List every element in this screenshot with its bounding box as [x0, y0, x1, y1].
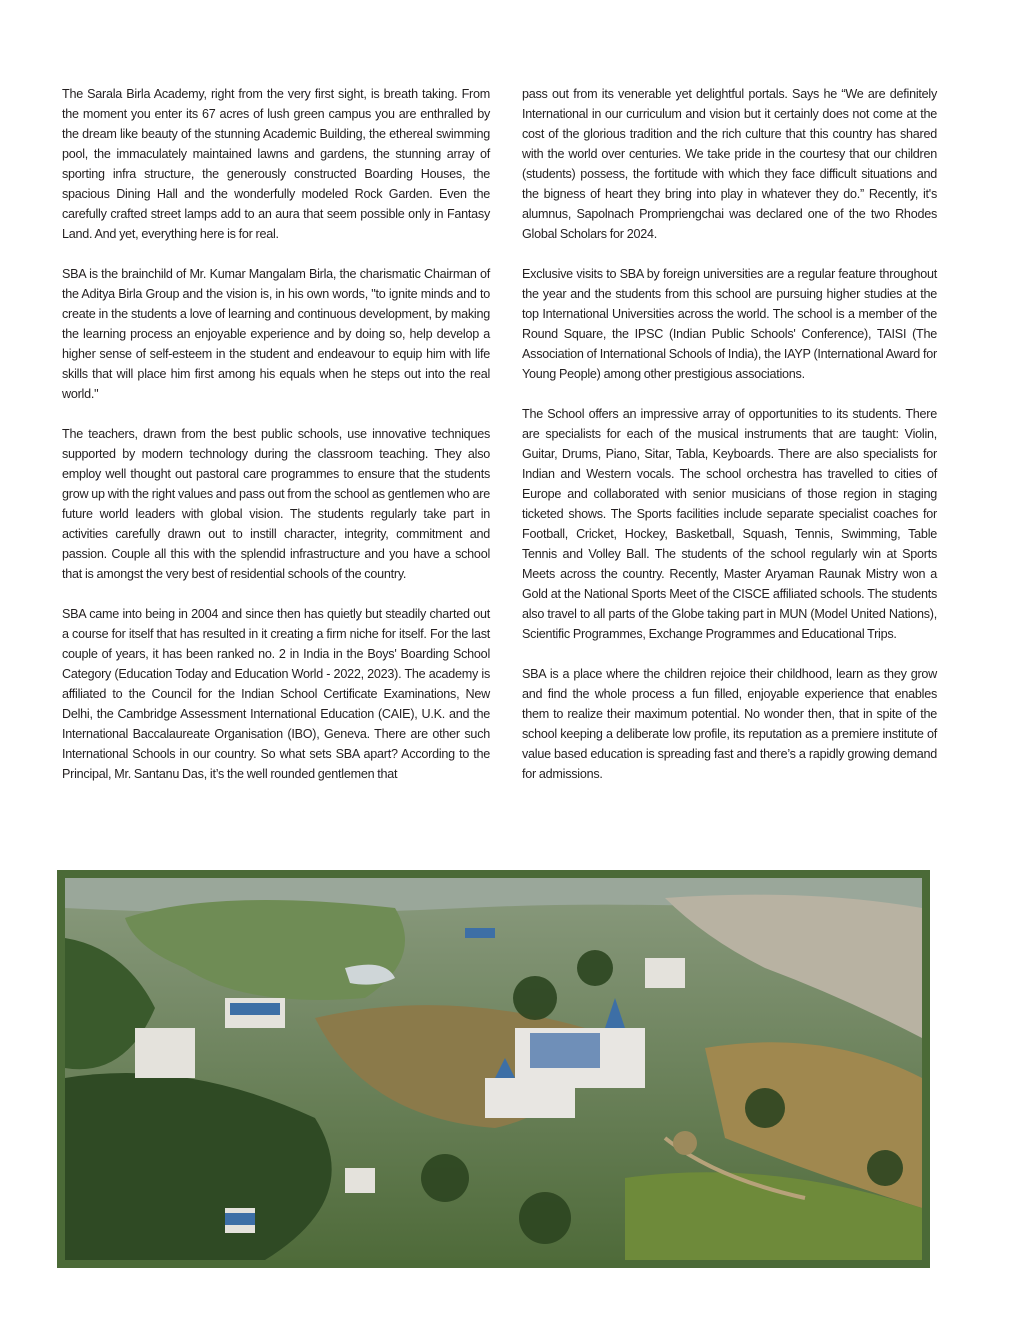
- paragraph: The School offers an impressive array of opportunities to its students. There are specialists for each of the musical instruments that are taught: Violin, Guitar, Drums, Piano, Sitar, Tabla, Keyboards. There are also specialists for Indian and Western vocals. The school orchestra has travelled to cities of Europe and collaborated with senior musicians of those region in staging ticketed shows. The Sports facilities include separate specialist coaches for Football, Cricket, Hockey, Basketball, Squash, Tennis, Swimming, Table Tennis and Volley Ball. The students of the school regularly win at Sports Meets across the country. Recently, Master Aryaman Raunak Mistry won a Gold at the National Sports Meet of the CISCE affiliated schools. The students also travel to all parts of the Globe taking part in MUN (Model United Nations), Scientific Programmes, Exchange Programmes and Educational Trips.: [522, 407, 937, 641]
- paragraph: Exclusive visits to SBA by foreign universities are a regular feature throughout the year and the students from this school are pursuing higher studies at the top International Universities across the world. The school is a member of the Round Square, the IPSC (Indian Public Schools' Conference), TAISI (The Association of International Schools of India), the IAYP (International Award for Young People) among other prestigious associations.: [522, 267, 937, 381]
- paragraph: SBA is a place where the children rejoice their childhood, learn as they grow and find the whole process a fun filled, enjoyable experience that enables them to realize their maximum potential. No wonder then, that in spite of the school keeping a deliberate low profile, its reputation as a premiere institute of value based education is spreading fast and there’s a rapidly growing demand for admissions.: [522, 667, 937, 781]
- paragraph: The Sarala Birla Academy, right from the very first sight, is breath taking. From the moment you enter its 67 acres of lush green campus you are enthralled by the dream like beauty of the stunning Academic Building, the ethereal swimming pool, the immaculately maintained lawns and gardens, the stunning array of sporting infra structure, the generously constructed Boarding Houses, the spacious Dining Hall and the wonderfully modeled Rock Garden. Even the carefully crafted street lamps add to an aura that seem possible only in Fantasy Land. And yet, everything here is for real.: [62, 87, 490, 241]
- right-text-column: [522, 84, 937, 804]
- paragraph: pass out from its venerable yet delightful portals. Says he “We are definitely International in our curriculum and vision but it certainly does not come at the cost of the glorious tradition and the rich culture that this country has shared with the world over centuries. We take pride in the courtesy that our children (students) possess, the fortitude with which they face difficult situations and the bigness of heart they bring into play in whatever they do.” Recently, it's alumnus, Sapolnach Prompriengchai was declared one of the two Rhodes Global Scholars for 2024.: [522, 87, 937, 241]
- left-text-column: [62, 84, 490, 804]
- aerial-illustration: [65, 878, 922, 1260]
- paragraph: The teachers, drawn from the best public schools, use innovative techniques supported by modern technology during the classroom teaching. They also employ well thought out pastoral care programmes to ensure that the students grow up with the right values and pass out from the school as gentlemen who are future world leaders with global vision. The students regularly take part in activities carefully drawn out to instill character, integrity, commitment and passion. Couple all this with the splendid infrastructure and you have a school that is amongst the very best of residential schools of the country.: [62, 427, 490, 581]
- paragraph: SBA is the brainchild of Mr. Kumar Mangalam Birla, the charismatic Chairman of the Aditya Birla Group and the vision is, in his own words, "to ignite minds and to create in the students a love of learning and continuous development, by making the learning process an enjoyable experience and by doing so, help develop a higher sense of self-esteem in the student and endeavour to equip him with life skills that will place him first among his equals when he steps out into the real world.": [62, 267, 490, 401]
- paragraph: SBA came into being in 2004 and since then has quietly but steadily charted out a course for itself that has resulted in it creating a firm niche for itself. For the last couple of years, it has been ranked no. 2 in India in the Boys' Boarding School Category (Education Today and Education World - 2022, 2023). The academy is affiliated to the Council for the Indian School Certificate Examinations, New Delhi, the Cambridge Assessment International Education (CAIE), U.K. and the International Baccalaureate Organisation (IBO), Geneva. There are other such International Schools in our country. So what sets SBA apart? According to the Principal, Mr. Santanu Das, it’s the well rounded gentlemen that: [62, 607, 490, 781]
- campus-aerial-photo: [57, 870, 930, 1268]
